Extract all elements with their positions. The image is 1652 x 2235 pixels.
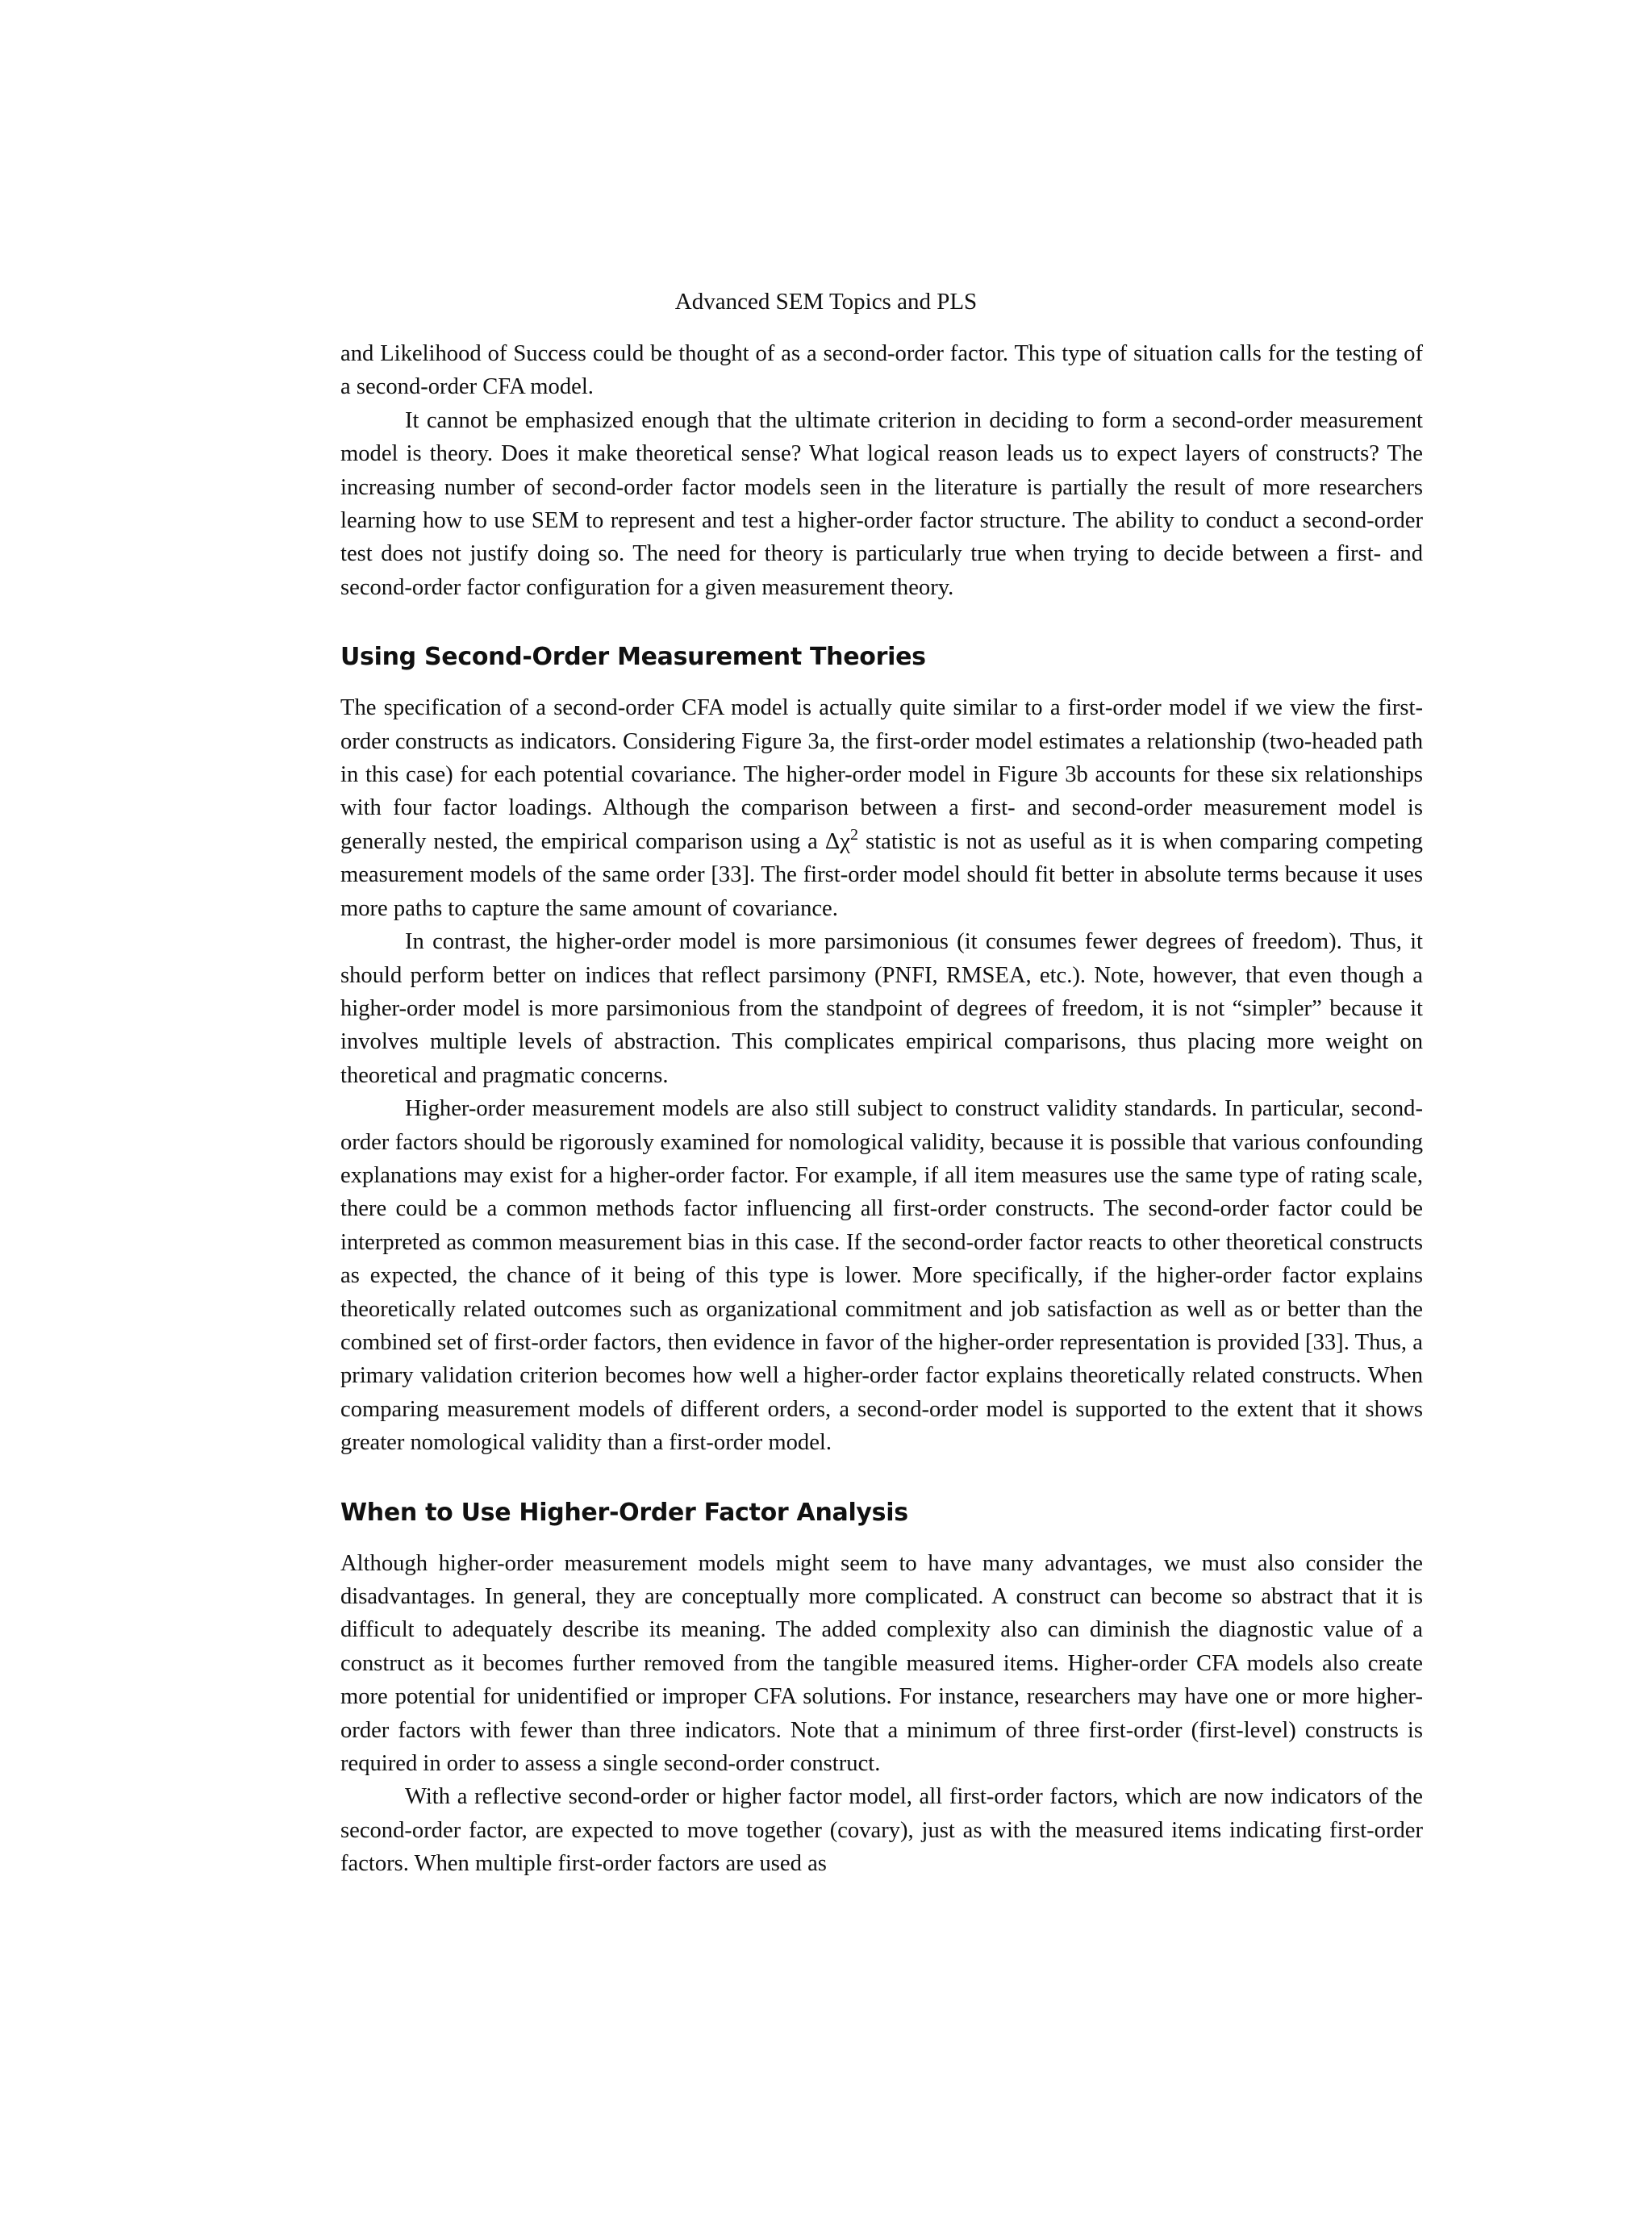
section-heading-using-second-order: Using Second-Order Measurement Theories [340,643,926,672]
running-head: Advanced SEM Topics and PLS [674,289,978,315]
paragraph-construct-validity: Higher-order measurement models are also still subject to construct validity standards. In particular, second-order factors should be rigorously examined for nomological validity, because it is possible that various confounding explanations may exist for a higher-order factor. For example, if all item measures use the same type of rating scale, there could be a common methods factor influencing all first-order constructs. The second-order factor could be interpreted as common measurement bias in this case. If the second-order factor reacts to other theoretical constructs as expected, the chance of it being of this type is lower. More specifically, if the higher-order factor explains theoretically related outcomes such as organizational commitment and job satisfaction as well as or better than the combined set of first-order factors, then evidence in favor of the higher-order representation is provided [33]. Thus, a primary validation criterion becomes how well a higher-order factor explains theoretically related constructs. When comparing measurement models of different orders, a second-order model is supported to the extent that it shows greater nomological validity than a first-order model. [340,1096,1423,1456]
paragraph-specification-part1: The specification of a second-order CFA model is actually quite similar to a first-order model if we view the first-order constructs as indicators. Considering Figure 3a, the first-order model estimates a relationship (two-headed path in this case) for each potential covariance. The higher-order model in Figure 3b accounts for these six relationships with four factor loadings. Although the comparison between a first- and second-order measurement model is generally nested, the empirical comparison using a Δχ [340,695,1423,854]
paragraph-specification-part2: statistic is not as useful as it is when comparing competing measurement models of the same order [33]. The first-order model should fit better in absolute terms because it uses more paths to capture the same amount of covariance. [340,828,1423,921]
section-heading-when-to-use: When to Use Higher-Order Factor Analysis [340,1498,908,1527]
paragraph-parsimony: In contrast, the higher-order model is more parsimonious (it consumes fewer degrees of freedom). Thus, it should perform better on indices that reflect parsimony (PNFI, RMSEA, etc.). Note, however, that even though a higher-order model is more parsimonious from the standpoint of degrees of freedom, it is not “simpler” because it involves multiple levels of abstraction. This complicates empirical comparisons, thus placing more weight on theoretical and pragmatic concerns. [340,929,1423,1088]
chi-square-superscript: 2 [850,825,859,844]
paragraph-disadvantages: Although higher-order measurement models might seem to have many advantages, we must also consider the disadvantages. In general, they are conceptually more complicated. A construct can become so abstract that it is difficult to adequately describe its meaning. The added complexity also can diminish the diagnostic value of a construct as it becomes further removed from the tangible measured items. Higher-order CFA models also create more potential for unidentified or improper CFA solutions. For instance, researchers may have one or more higher-order factors with fewer than three indicators. Note that a minimum of three first-order (first-level) constructs is required in order to assess a single second-order construct. [340,1550,1423,1777]
paragraph-theory: It cannot be emphasized enough that the ultimate criterion in deciding to form a second-order measurement model is theory. Does it make theoretical sense? What logical reason leads us to expect layers of constructs? The increasing number of second-order factor models seen in the literature is partially the result of more researchers learning how to use SEM to represent and test a higher-order factor structure. The ability to conduct a second-order test does not justify doing so. The need for theory is particularly true when trying to decide between a first- and second-order factor configuration for a given measurement theory. [340,407,1423,600]
body-text [340,337,1423,1881]
paragraph-reflective-model: With a reflective second-order or higher factor model, all first-order factors, which are now indicators of the second-order factor, are expected to move together (covary), just as with the measured items indicating first-order factors. When multiple first-order factors are used as [340,1784,1423,1877]
paragraph-specification [340,691,1423,925]
paragraph-continued: and Likelihood of Success could be thought of as a second-order factor. This type of situation calls for the testing of a second-order CFA model. [340,341,1423,400]
